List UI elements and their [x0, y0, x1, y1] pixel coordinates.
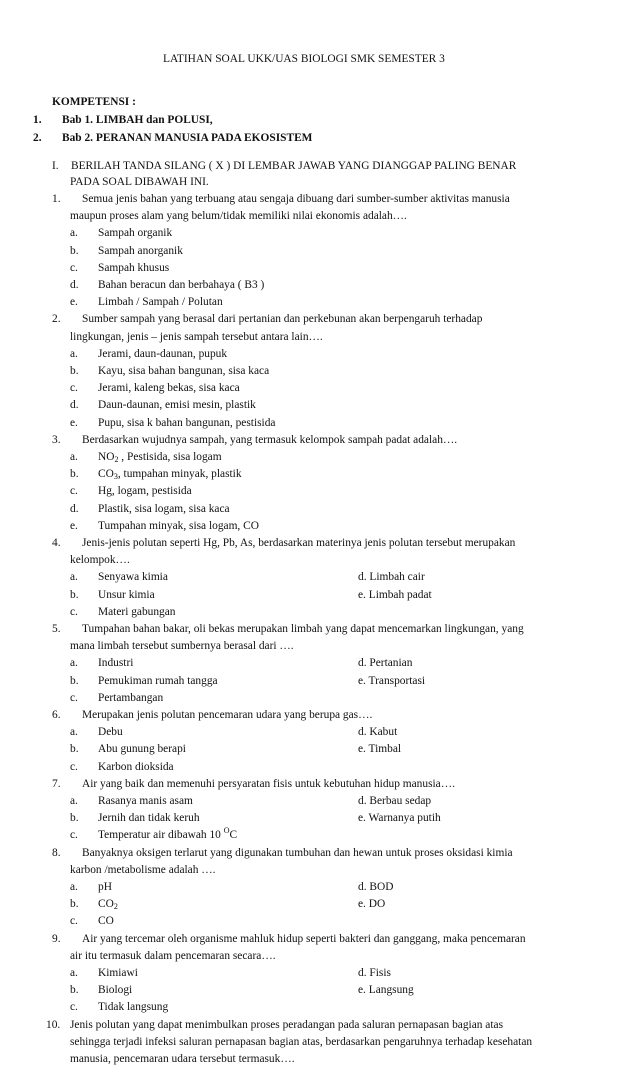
kompetensi-item: Bab 1. LIMBAH dan POLUSI,	[62, 114, 213, 126]
question-text: karbon /metabolisme adalah ….	[70, 863, 216, 876]
option-letter: c.	[70, 382, 78, 395]
option-text: Bahan beracun dan berbahaya ( B3 )	[98, 279, 265, 291]
option-letter: a.	[70, 227, 78, 240]
question-text: sehingga terjadi infeksi saluran pernapasan bagian atas, berdasarkan pengaruhnya terhadap kesehatan	[70, 1035, 533, 1048]
option-letter: d.	[70, 279, 79, 291]
option-letter: b.	[70, 468, 79, 481]
option-letter: a.	[70, 726, 78, 739]
question-text: Merupakan jenis polutan pencemaran udara yang berupa gas….	[82, 709, 373, 721]
question-text: mana limbah tersebut sumbernya berasal dari ….	[70, 640, 294, 653]
option-letter: d.	[70, 399, 79, 412]
option-text: pH	[98, 881, 112, 893]
option-letter: b.	[70, 674, 79, 687]
question-number: 9.	[52, 932, 61, 945]
option-text: Industri	[98, 657, 134, 670]
option-letter: c.	[70, 605, 78, 618]
option-text: Rasanya manis asam	[98, 795, 193, 807]
option-text-right: e. Langsung	[358, 984, 414, 997]
option-text-right: d. Berbau sedap	[358, 795, 432, 807]
option-text-right: e. DO	[358, 898, 386, 911]
question-number: 7.	[52, 777, 61, 790]
option-text: Debu	[98, 726, 123, 739]
option-letter: c.	[70, 261, 78, 274]
option-text-right: e. Timbal	[358, 743, 402, 756]
option-text-right: e. Transportasi	[358, 674, 426, 687]
option-text: Sampah anorganik	[98, 244, 183, 257]
question-text: Air yang baik dan memenuhi persyaratan fisis untuk kebutuhan hidup manusia….	[82, 777, 455, 790]
question-text: kelompok….	[70, 554, 130, 567]
option-text: Jerami, daun-daunan, pupuk	[98, 347, 228, 360]
option-text: Daun-daunan, emisi mesin, plastik	[98, 399, 256, 412]
question-text: air itu termasuk dalam pencemaran secara….	[70, 949, 276, 962]
option-letter: b.	[70, 588, 79, 601]
option-letter: a.	[70, 795, 78, 807]
option-text-right: d. Limbah cair	[358, 571, 425, 584]
option-letter: c.	[70, 829, 78, 842]
question-number: 5.	[52, 623, 61, 635]
option-text: Biologi	[98, 984, 133, 997]
option-text: Sampah khusus	[98, 261, 170, 274]
option-letter: b.	[70, 898, 79, 911]
option-letter: b.	[70, 984, 79, 997]
kompetensi-item: Bab 2. PERANAN MANUSIA PADA EKOSISTEM	[62, 132, 313, 144]
question-text: Tumpahan bahan bakar, oli bekas merupakan limbah yang dapat mencemarkan lingkungan, yang	[82, 623, 524, 635]
option-letter: c.	[70, 485, 78, 498]
option-text: Kayu, sisa bahan bangunan, sisa kaca	[98, 365, 270, 377]
option-text-right: e. Limbah padat	[358, 588, 432, 601]
question-number: 3.	[52, 433, 61, 446]
option-text-right: d. Kabut	[358, 726, 398, 739]
question-text: maupun proses alam yang belum/tidak memiliki nilai ekonomis adalah….	[70, 210, 407, 223]
option-letter: a.	[70, 451, 78, 463]
option-letter: e.	[70, 296, 78, 309]
option-text: Temperatur air dibawah 10 $^O$C	[98, 826, 238, 842]
option-letter: c.	[70, 915, 78, 928]
option-letter: c.	[70, 1001, 78, 1014]
option-text: Unsur kimia	[98, 588, 155, 601]
option-text-right: e. Warnanya putih	[358, 812, 441, 825]
option-text: Pupu, sisa k bahan bangunan, pestisida	[98, 416, 276, 429]
option-text: Limbah / Sampah / Polutan	[98, 296, 223, 309]
question-text: Jenis-jenis polutan seperti Hg, Pb, As, berdasarkan materinya jenis polutan tersebut merupakan	[82, 537, 516, 549]
option-text: Pertambangan	[98, 691, 164, 704]
option-letter: b.	[70, 244, 79, 257]
question-text: Sumber sampah yang berasal dari pertanian dan perkebunan akan berpengaruh terhadap	[82, 313, 483, 326]
question-text: Berdasarkan wujudnya sampah, yang termasuk kelompok sampah padat adalah….	[82, 433, 458, 446]
option-letter: e.	[70, 519, 78, 532]
kompetensi-number: 2.	[33, 132, 42, 144]
section-number: I.	[52, 160, 59, 172]
question-number: 10.	[46, 1018, 61, 1031]
option-text: $CO_3$, tumpahan minyak, plastik	[98, 468, 242, 482]
option-text: Senyawa kimia	[98, 571, 168, 584]
question-text: Jenis polutan yang dapat menimbulkan proses peradangan pada saluran pernapasan bagian atas	[70, 1018, 504, 1031]
question-text: lingkungan, jenis – jenis sampah tersebut antara lain….	[70, 330, 323, 343]
question-number: 4.	[52, 537, 61, 549]
question-text: Semua jenis bahan yang terbuang atau sengaja dibuang dari sumber-sumber aktivitas manusia	[82, 193, 510, 205]
option-letter: c.	[70, 760, 78, 773]
option-text: Jernih dan tidak keruh	[98, 812, 200, 825]
option-text: $NO_2$ , Pestisida, sisa logam	[98, 451, 222, 464]
option-letter: b.	[70, 743, 79, 756]
option-text: Tidak langsung	[98, 1001, 169, 1014]
question-number: 8.	[52, 846, 61, 859]
section-instruction-line2: PADA SOAL DIBAWAH INI.	[70, 176, 209, 188]
option-text: Jerami, kaleng bekas, sisa kaca	[98, 382, 240, 395]
option-text: CO	[98, 915, 114, 928]
question-number: 1.	[52, 193, 61, 205]
page-title: LATIHAN SOAL UKK/UAS BIOLOGI SMK SEMESTER 3	[163, 53, 445, 65]
question-text: manusia, pencemaran udara tersebut termasuk….	[70, 1053, 295, 1065]
option-text: Hg, logam, pestisida	[98, 485, 192, 498]
option-letter: d.	[70, 502, 79, 515]
option-text: Tumpahan minyak, sisa logam, CO	[98, 519, 259, 532]
question-number: 6.	[52, 709, 61, 721]
option-letter: b.	[70, 365, 79, 377]
option-letter: a.	[70, 347, 78, 360]
option-letter: c.	[70, 691, 78, 704]
option-text-right: d. BOD	[358, 881, 394, 893]
option-letter: e.	[70, 416, 78, 429]
question-text: Air yang tercemar oleh organisme mahluk hidup seperti bakteri dan ganggang, maka pencemaran	[82, 932, 526, 945]
option-text: Materi gabungan	[98, 605, 176, 618]
option-text: $CO_2$	[98, 898, 118, 912]
option-letter: a.	[70, 881, 78, 893]
option-letter: a.	[70, 967, 78, 979]
option-letter: b.	[70, 812, 79, 825]
kompetensi-heading: KOMPETENSI :	[52, 96, 136, 108]
option-text: Abu gunung berapi	[98, 743, 186, 756]
option-text: Kimiawi	[98, 967, 138, 979]
question-number: 2.	[52, 313, 61, 326]
option-text: Pemukiman rumah tangga	[98, 674, 218, 687]
option-text-right: d. Pertanian	[358, 657, 413, 670]
option-text: Karbon dioksida	[98, 760, 174, 773]
option-letter: a.	[70, 571, 78, 584]
kompetensi-number: 1.	[33, 114, 42, 126]
option-text: Sampah organik	[98, 227, 173, 240]
option-text: Plastik, sisa logam, sisa kaca	[98, 502, 230, 515]
option-letter: a.	[70, 657, 78, 670]
option-text-right: d. Fisis	[358, 967, 391, 979]
question-text: Banyaknya oksigen terlarut yang digunakan tumbuhan dan hewan untuk proses oksidasi kimia	[82, 846, 513, 859]
section-instruction: BERILAH TANDA SILANG ( X ) DI LEMBAR JAWAB YANG DIANGGAP PALING BENAR	[71, 160, 517, 172]
